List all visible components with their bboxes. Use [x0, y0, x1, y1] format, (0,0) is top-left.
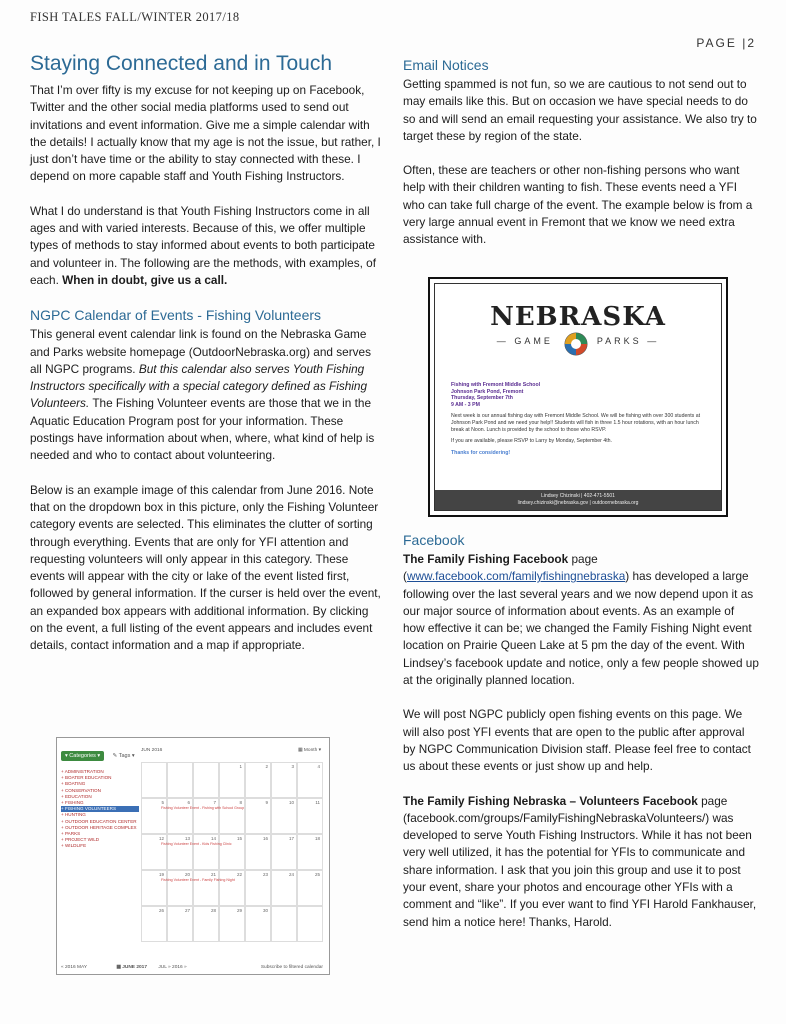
categories-dropdown-button[interactable]: ▾ Categories ▾: [61, 751, 104, 761]
subheading-email-notices: Email Notices: [403, 57, 489, 73]
event-title: Fishing with Fremont Middle School: [451, 382, 541, 388]
tags-dropdown[interactable]: ✎ Tags ▾: [112, 753, 135, 759]
subscribe-link[interactable]: Subscribe to filtered calendar: [260, 965, 323, 970]
calendar-text-a: This general event calendar link is found on the Nebraska Game and Parks website homepage (OutdoorNebraska.org) and serves all NGPC programs.: [30, 327, 371, 376]
calendar-day-cell[interactable]: [193, 834, 219, 870]
volunteers-facebook-title: The Family Fishing Nebraska – Volunteers Facebook: [403, 793, 698, 808]
day-number: 7: [213, 800, 216, 805]
view-label: Month: [303, 748, 318, 753]
next-nav[interactable]: JUL » 2016 »: [158, 965, 187, 970]
day-number: 28: [210, 908, 216, 913]
calendar-day-cell[interactable]: [297, 762, 323, 798]
category-item[interactable]: + OUTDOOR EDUCATION CENTER: [61, 818, 137, 824]
calendar-event[interactable]: Fishing Volunteer Event - Kids Fishing Clinic: [161, 842, 232, 846]
right-column-top: [403, 56, 759, 266]
email-notice-body: [451, 382, 707, 456]
calendar-day-cell[interactable]: [193, 762, 219, 798]
calendar-bottom-nav: [61, 965, 323, 970]
calendar-day-cell[interactable]: [167, 870, 193, 906]
calendar-day-cell[interactable]: [219, 762, 245, 798]
calendar-day-cell[interactable]: [141, 762, 167, 798]
tags-label: Tags: [118, 753, 131, 759]
day-number: 25: [314, 872, 320, 877]
current-month: ▦ JUNE 2017: [116, 965, 147, 970]
calendar-event[interactable]: Fishing Volunteer Event - Family Fishing Night: [161, 878, 235, 882]
calendar-screenshot: [56, 737, 330, 975]
event-thanks: Thanks for considering!: [451, 449, 511, 456]
day-number: 27: [184, 908, 190, 913]
calendar-day-cell[interactable]: [245, 834, 271, 870]
paragraph-facebook-1: The Family Fishing Facebook page (www.facebook.com/familyfishingnebraska) has developed a large following over the last several years and we now depend upon it as our major source of information about events. As an example of how effective it can be; we changed the Family Fishing Night event location on Prairie Queen Lake at 5 pm the day of the event. With Lindsey’s facebook update and notice, only a few people showed up at the originally planned location.: [403, 552, 759, 688]
day-number: 12: [158, 836, 164, 841]
category-item[interactable]: + BOATING: [61, 781, 86, 787]
category-item[interactable]: + PARKS: [61, 831, 81, 837]
day-number: 29: [236, 908, 242, 913]
day-number: 21: [210, 872, 216, 877]
day-number: 17: [288, 836, 294, 841]
left-column: [30, 52, 382, 672]
category-item[interactable]: + EDUCATION: [61, 793, 92, 799]
calendar-event[interactable]: Fishing Volunteer Event - Fishing with School Group: [161, 806, 245, 810]
day-number: 13: [184, 836, 190, 841]
calendar-day-cell[interactable]: [271, 870, 297, 906]
day-number: 16: [262, 836, 268, 841]
calendar-top-nav[interactable]: JUN 2016: [141, 748, 163, 753]
current-month-label: JUNE 2017: [122, 965, 147, 970]
calendar-day-cell[interactable]: [141, 798, 167, 834]
day-number: 2: [265, 764, 268, 769]
day-number: 23: [262, 872, 268, 877]
page-number: PAGE |2: [696, 36, 756, 50]
calendar-text-italic: But this calendar also serves Youth Fishing Instructors specifically with a special category defined as Fishing Volunteers.: [30, 361, 368, 411]
event-rsvp: If you are available, please RSVP to Larry by Monday, September 4th.: [451, 438, 612, 445]
paragraph-calendar: [30, 326, 382, 464]
section-heading-staying-connected: Staying Connected and in Touch: [30, 52, 332, 75]
game-parks-wordmark: — GAME PARKS —: [496, 336, 660, 346]
day-number: 24: [288, 872, 294, 877]
ngpc-logo-icon: [564, 332, 588, 356]
category-item[interactable]: + FISHING VOLUNTEERS: [61, 806, 139, 812]
email-notice-footer: [435, 490, 721, 510]
category-item[interactable]: + WILDLIFE: [61, 843, 87, 849]
parks-label: PARKS: [596, 336, 642, 346]
calendar-day-cell[interactable]: [245, 870, 271, 906]
day-number: 20: [184, 872, 190, 877]
categories-button-label: Categories: [69, 753, 96, 759]
family-fishing-facebook-title: The Family Fishing Facebook: [403, 552, 569, 566]
event-description: Next week is our annual fishing day with Fremont Middle School. We will be fishing with over 300 students at Johnson Park Pond and we need your help!! Students will fish in three 1.5 hour rotations, with an hour lunch break at Noon. Lunch is provided by the school to those who RSVP.: [451, 413, 701, 433]
paragraph-calendar-example: Below is an example image of this calendar from June 2016. Note that on the dropdown box in this picture, only the Fishing Volunteer category events are selected. This eliminates the clutter of sorting through everything. Events that are only for YFI attention and requesting volunteers will only appear in this category. These events will appear with the city or lake of the event listed first, followed by general information. If the curser is held over the event, an expanded box appears with additional information. By clicking on the event, a full listing of the event appears and includes event details, contact information and a map if appropriate.: [30, 482, 381, 653]
call-us-emphasis: When in doubt, give us a call.: [62, 272, 228, 287]
subheading-ngpc-calendar: NGPC Calendar of Events - Fishing Volunteers: [30, 307, 322, 324]
day-number: 30: [262, 908, 268, 913]
category-item[interactable]: + CONSERVATION: [61, 787, 101, 793]
calendar-day-cell[interactable]: [297, 834, 323, 870]
calendar-day-cell[interactable]: [271, 798, 297, 834]
event-place: Johnson Park Pond, Fremont: [451, 388, 524, 395]
paragraph-facebook-2: We will post NGPC publicly open fishing events on this page. We will also post YFI events that are open to the public after approval by NGPC Communication Division staff. Please feel free to contact us about these events or just show up and help.: [403, 707, 751, 774]
day-number: 15: [236, 836, 242, 841]
footer-email: lindsey.chizinski@nebraska.gov | outdoornebraska.org: [517, 500, 639, 506]
email-notice-image: [428, 277, 728, 517]
calendar-day-cell[interactable]: [193, 906, 219, 942]
event-time: 9 AM - 3 PM: [451, 401, 480, 408]
calendar-grid: [141, 762, 323, 952]
event-date: Thursday, September 7th: [451, 395, 513, 402]
day-number: 19: [158, 872, 164, 877]
day-number: 8: [239, 800, 242, 805]
facebook-text: ) has developed a large following over the last several years and we now depend upon it as our major source of information about events. As an example of how effective it can be; we changed the Family Fishing Night event location on Prairie Queen Lake at 5 pm the day of the event. With Lindsey’s facebook update and notice, only a few people showed up at the originally planned location.: [403, 569, 759, 688]
page-word: page: [568, 552, 598, 566]
footer-contact: Lindsey Chizinski | 402-471-5501: [541, 493, 615, 499]
calendar-day-cell[interactable]: [167, 762, 193, 798]
calendar-day-cell[interactable]: [245, 798, 271, 834]
calendar-day-cell[interactable]: [297, 798, 323, 834]
day-number: 22: [236, 872, 242, 877]
calendar-day-cell[interactable]: [219, 906, 245, 942]
paragraph-methods-text: What I do understand is that Youth Fishing Instructors come in all ages and with varied interests. Because of this, we offer multiple types of methods to stay informed about events to both participate and volunteer in. The following are the methods, with examples, of each.: [30, 203, 377, 287]
view-month-select[interactable]: ▦ Month ▾: [298, 748, 321, 753]
volunteers-facebook-text: page (facebook.com/groups/FamilyFishingNebraskaVolunteers/) was developed to serve Youth Fishing Instructors. While it has not been very well utilized, it has the potential for YFIs to communicate and share information. I ask that you join this group and use it to post your event, share your photos and encourage other YFIs with a comment and “like”. If you ever want to find YFI Harold Fankhauser, send him a notice here! Thanks, Harold.: [403, 793, 757, 929]
category-item[interactable]: + OUTDOOR HERITAGE COMPLEX: [61, 824, 137, 830]
running-title: FISH TALES FALL/WINTER 2017/18: [30, 10, 240, 24]
calendar-text-b: The Fishing Volunteer events are those that we in the Aquatic Education Program post for your information. These postings have information about when, where, what kind of help is needed and who to contact about volunteering.: [30, 396, 375, 463]
calendar-day-cell[interactable]: [167, 798, 193, 834]
calendar-day-cell[interactable]: [141, 906, 167, 942]
calendar-day-cell[interactable]: [141, 834, 167, 870]
paragraph-facebook-3: [403, 793, 759, 931]
calendar-day-cell[interactable]: [297, 870, 323, 906]
day-number: 9: [265, 800, 268, 805]
calendar-day-cell[interactable]: [245, 762, 271, 798]
subheading-facebook: Facebook: [403, 532, 465, 548]
category-item[interactable]: + ADMINISTRATION: [61, 769, 104, 774]
paragraph-methods: [30, 203, 382, 289]
calendar-day-cell[interactable]: [141, 870, 167, 906]
calendar-day-cell[interactable]: [271, 762, 297, 798]
category-item[interactable]: + BOATER EDUCATION: [61, 775, 112, 781]
day-number: 6: [187, 800, 190, 805]
nebraska-wordmark: NEBRASKA: [490, 302, 666, 332]
calendar-day-cell[interactable]: [193, 870, 219, 906]
category-item[interactable]: + PROJECT WILD: [61, 837, 100, 843]
calendar-day-cell[interactable]: [271, 834, 297, 870]
day-number: 14: [210, 836, 216, 841]
paragraph-intro: That I’m over fifty is my excuse for not keeping up on Facebook, Twitter and the other social media platforms used to send out invitations and event information. Give me a simple calendar with the details! I actually know that my age is not the issue, but rather, I just don’t have time or the ability to stay connected with these. I depend on more capable staff and Youth Fishing Instructors.: [30, 83, 381, 184]
facebook-link[interactable]: www.facebook.com/familyfishingnebraska: [406, 569, 626, 584]
calendar-day-cell[interactable]: [167, 906, 193, 942]
calendar-day-cell[interactable]: [271, 906, 297, 942]
paragraph-email-2: Often, these are teachers or other non-fishing persons who want help with their children wanting to fish. These events need a YFI who can take full charge of the event. The example below is from a very large annual event in Fremont that we know we need extra assistance with.: [403, 163, 753, 247]
calendar-sidebar: [61, 744, 139, 850]
day-number: 4: [317, 764, 320, 769]
paragraph-email-1: Getting spammed is not fun, so we are cautious to not send out to may emails like this. But on occasion we have special needs to do so and will send an email requesting your assistance. We also try to target these by region of the state.: [403, 77, 757, 143]
category-item[interactable]: + FISHING: [61, 800, 84, 806]
right-column-bottom: [403, 531, 759, 948]
day-number: 5: [161, 800, 164, 805]
calendar-day-cell[interactable]: [167, 834, 193, 870]
day-number: 10: [288, 800, 294, 805]
day-number: 18: [314, 836, 320, 841]
day-number: 11: [315, 800, 320, 805]
calendar-day-cell[interactable]: [219, 870, 245, 906]
email-notice-frame: [434, 283, 722, 511]
calendar-day-cell[interactable]: [219, 834, 245, 870]
category-item[interactable]: + HUNTING: [61, 812, 86, 818]
category-list: [61, 769, 139, 850]
calendar-day-cell[interactable]: [193, 798, 219, 834]
day-number: 26: [158, 908, 164, 913]
calendar-day-cell[interactable]: [245, 906, 271, 942]
day-number: 3: [291, 764, 294, 769]
prev-nav[interactable]: « 2016 MAY: [61, 965, 87, 970]
game-label: GAME: [514, 336, 553, 346]
calendar-day-cell[interactable]: [297, 906, 323, 942]
calendar-day-cell[interactable]: [219, 798, 245, 834]
day-number: 1: [239, 764, 242, 769]
